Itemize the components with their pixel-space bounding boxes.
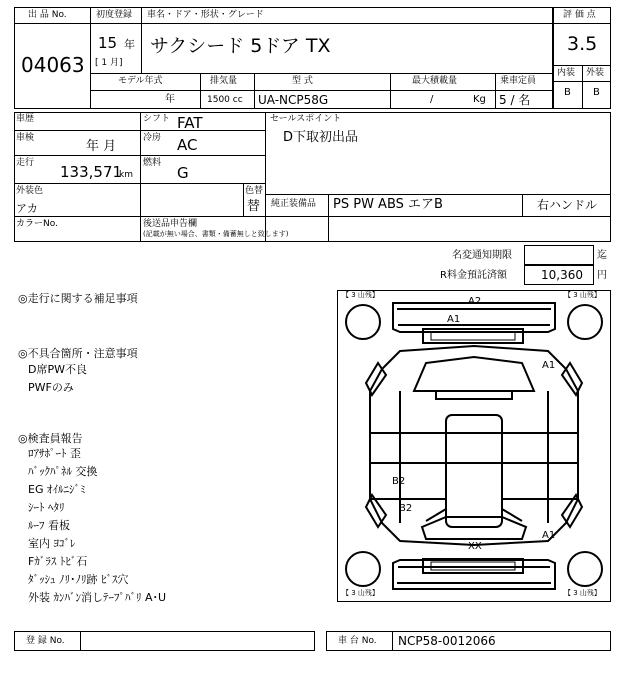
inspection-value: 年 月 [86, 139, 117, 154]
mark-a1-rear: A1 [447, 314, 461, 325]
inspector-title: ◎検査員報告 [18, 432, 83, 445]
first-reg-label: 初度登録 [96, 10, 133, 20]
car-outline-diagram [338, 291, 610, 601]
docs-label: 後送品申告欄 [143, 219, 198, 229]
interior-grade: B [564, 87, 571, 98]
mileage-label: 走行 [16, 158, 35, 168]
max-load-label: 最大積載量 [412, 76, 458, 86]
tire-rear-right [568, 552, 602, 586]
cooling-label: 冷房 [143, 133, 162, 143]
max-load-sep: / [430, 94, 434, 105]
color-no-label: カラーNo. [16, 219, 58, 229]
capacity: 5 / 名 [499, 93, 531, 107]
roof [446, 415, 502, 527]
reg-label: 登 録 No. [26, 636, 65, 646]
color-value: アカ [16, 202, 38, 215]
equipment-value: PS PW ABS エアB [333, 197, 443, 212]
inspector-line: ﾙｰﾌ 看板 [28, 519, 70, 532]
inspector-line: ﾊﾞｯｸﾊﾟﾈﾙ 交換 [28, 465, 98, 478]
steering-value: 右ハンドル [537, 198, 598, 212]
fuel-label: 燃料 [143, 158, 162, 168]
exterior-grade: B [593, 87, 600, 98]
fuel-value: G [177, 164, 189, 182]
inspection-label: 車検 [16, 133, 35, 143]
capacity-label: 乗車定員 [500, 76, 537, 86]
mileage-unit: km [119, 170, 133, 180]
model-year-label: モデル年式 [118, 76, 163, 86]
lot-label: 出 品 No. [28, 10, 67, 20]
defect-line: PWFのみ [28, 381, 74, 394]
inspector-line: ﾀﾞｯｼｭ ﾉﾘ･ﾉﾘ跡 ﾋﾞｽ穴 [28, 573, 129, 586]
max-load-unit: Kg [473, 94, 486, 105]
inspector-line: ﾛｱｻﾎﾟｰﾄ 歪 [28, 447, 81, 460]
car-diagram-box [337, 290, 611, 602]
color-label: 外装色 [16, 186, 44, 196]
mark-b2-lower: B2 [399, 503, 413, 514]
tire-front-left [346, 305, 380, 339]
score-label: 評 価 点 [563, 10, 596, 20]
inspector-line: Fｶﾞﾗｽ ﾄﾋﾞ石 [28, 555, 88, 568]
docs-note: (記載が無い場合、書類・備蓄無しと致します) [143, 230, 289, 238]
recycle-label: R料金預託済額 [440, 270, 507, 281]
rear-bumper [393, 303, 555, 332]
tire-rear-left [346, 552, 380, 586]
sales-point-label: セールスポイント [270, 114, 342, 124]
mark-xx: XX [468, 541, 482, 552]
chassis-label: 車 台 No. [338, 636, 377, 646]
score-value: 3.5 [567, 33, 598, 55]
driving-notes-title: ◎走行に関する補足事項 [18, 292, 138, 305]
tire-label-tl: 【 3 山残】 [342, 291, 379, 299]
interior-label: 内装 [557, 68, 576, 78]
month-value: [ 1 月] [95, 58, 123, 68]
cooling-value: AC [177, 136, 198, 154]
inspector-line: 室内 ﾖｺﾞﾚ [28, 537, 76, 550]
displacement-label: 排気量 [210, 76, 238, 86]
lot-number: 04063 [21, 53, 85, 77]
mark-a1-lower: A1 [542, 530, 556, 541]
displacement: 1500 cc [207, 95, 243, 105]
inspector-line: 外装 ｶﾝﾊﾞﾝ消しﾃｰﾌﾟﾊﾞﾘ A･U [28, 591, 167, 604]
color-change-label: 色替 [245, 186, 264, 196]
body-outline [370, 346, 578, 545]
recycle-unit: 円 [597, 270, 607, 281]
name-change-label: 名変通知期限 [452, 250, 512, 261]
year-value: 15 [98, 34, 118, 52]
shift-label: シフト [143, 114, 171, 124]
exterior-label: 外装 [586, 68, 605, 78]
tire-front-right [568, 305, 602, 339]
model-year-unit: 年 [165, 94, 175, 105]
mileage-value: 133,571 [60, 163, 123, 181]
shift-value: FAT [177, 114, 203, 132]
name-change-unit: 迄 [597, 250, 607, 261]
defects-title: ◎不具合箇所・注意事項 [18, 347, 138, 360]
vehicle-name: サクシード 5ドア TX [150, 35, 331, 57]
color-change-value: 替 [247, 199, 261, 214]
year-unit: 年 [124, 38, 135, 51]
tire-label-tr: 【 3 山残】 [564, 291, 601, 299]
sales-point-value: D下取初出品 [283, 130, 359, 145]
front-bumper [393, 560, 555, 589]
inspector-line: ｼｰﾄ ﾍﾀﾘ [28, 501, 65, 514]
tire-label-br: 【 3 山残】 [564, 589, 601, 597]
equipment-label: 純正装備品 [271, 199, 317, 209]
name-change-box [524, 245, 594, 265]
mark-a2: A2 [468, 296, 482, 307]
mark-a1-right: A1 [542, 360, 556, 371]
inspector-line: EG ｵｲﾙﾆｼﾞﾐ [28, 483, 86, 496]
history-label: 車歴 [16, 114, 35, 124]
tire-label-bl: 【 3 山残】 [342, 589, 379, 597]
type-label: 型 式 [292, 76, 313, 86]
vehicle-label: 車名・ドア・形状・グレード [147, 10, 264, 20]
recycle-amount: 10,360 [541, 268, 583, 282]
type-value: UA-NCP58G [258, 93, 329, 107]
mark-b2-upper: B2 [392, 476, 406, 487]
defect-line: D席PW不良 [28, 363, 87, 376]
chassis-number: NCP58-0012066 [398, 634, 496, 648]
